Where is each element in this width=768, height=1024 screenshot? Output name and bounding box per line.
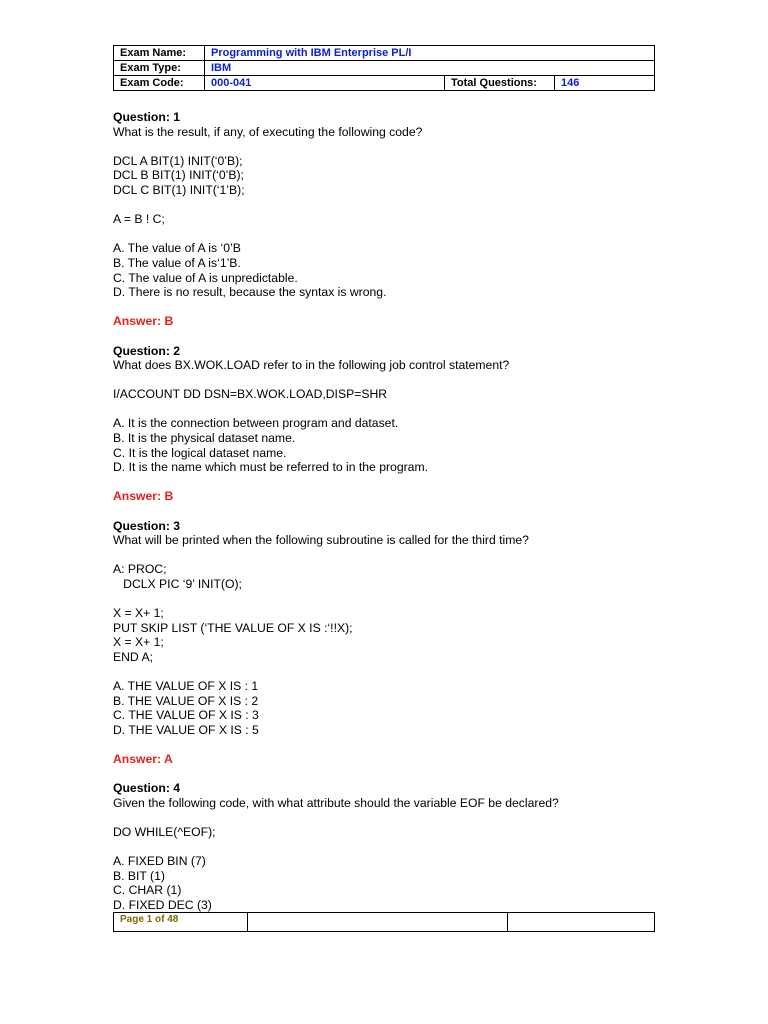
exam-code-value: 000-041	[205, 76, 445, 91]
code-line: DCL A BIT(1) INIT(‘0’B);	[113, 153, 243, 168]
exam-name-label: Exam Name:	[114, 46, 205, 61]
question-title: Question: 2	[113, 343, 181, 358]
answer-option: D. THE VALUE OF X IS : 5	[113, 722, 259, 737]
code-line: DCL C BIT(1) INIT(‘1’B);	[113, 182, 245, 197]
question-title: Question: 1	[113, 110, 181, 124]
answer-option: B. THE VALUE OF X IS : 2	[113, 693, 259, 708]
code-line: PUT SKIP LIST (‘THE VALUE OF X IS :‘!!X);	[113, 620, 353, 635]
footer-cell-right	[508, 913, 655, 932]
code-line: DCLX PIC ‘9’ INIT(O);	[113, 577, 242, 591]
answer-option: C. The value of A is unpredictable.	[113, 270, 298, 285]
answer-option: A. It is the connection between program and dataset.	[113, 416, 399, 431]
total-questions-value: 146	[555, 76, 655, 91]
answer-option: D. It is the name which must be referred to in the program.	[113, 460, 428, 475]
total-questions-label: Total Questions:	[445, 76, 555, 91]
code-line: A = B ! C;	[113, 212, 165, 227]
code-line: X = X+ 1;	[113, 606, 164, 621]
code-line	[113, 592, 673, 607]
exam-type-label: Exam Type:	[114, 61, 205, 76]
code-line: A: PROC;	[113, 562, 167, 577]
answer-option: C. CHAR (1)	[113, 883, 182, 898]
question-block	[113, 110, 673, 344]
exam-code-label: Exam Code:	[114, 76, 205, 91]
footer-cell-middle	[248, 913, 508, 932]
question-prompt: What does BX.WOK.LOAD refer to in the following job control statement?	[113, 358, 510, 373]
question-prompt: What will be printed when the following subroutine is called for the third time?	[113, 533, 529, 548]
answer-option: C. THE VALUE OF X IS : 3	[113, 708, 259, 723]
answer-option: C. It is the logical dataset name.	[113, 445, 287, 460]
questions-content	[113, 110, 673, 913]
page-number: Page 1 of 48	[114, 913, 248, 932]
answer-option: A. THE VALUE OF X IS : 1	[113, 679, 259, 694]
code-line: END A;	[113, 649, 153, 664]
question-block	[113, 781, 673, 912]
question-prompt: Given the following code, with what attribute should the variable EOF be declared?	[113, 795, 559, 810]
code-line: X = X+ 1;	[113, 635, 164, 650]
header-row-exam-type	[114, 61, 655, 76]
correct-answer: Answer: A	[113, 752, 173, 767]
answer-option: B. BIT (1)	[113, 868, 165, 883]
answer-option: D. There is no result, because the syntax is wrong.	[113, 285, 387, 300]
question-block	[113, 344, 673, 519]
page-footer-table	[113, 912, 655, 932]
header-row-exam-code	[114, 76, 655, 91]
code-line: DCL B BIT(1) INIT(‘0’B);	[113, 168, 244, 183]
code-line: DO WHILE(^EOF);	[113, 825, 216, 840]
answer-option: D. FIXED DEC (3)	[113, 898, 212, 913]
exam-name-value: Programming with IBM Enterprise PL/I	[205, 46, 655, 61]
exam-header-table	[113, 45, 655, 91]
question-prompt: What is the result, if any, of executing the following code?	[113, 124, 423, 139]
question-title: Question: 3	[113, 518, 181, 533]
correct-answer: Answer: B	[113, 314, 174, 329]
correct-answer: Answer: B	[113, 489, 174, 504]
answer-option: A. FIXED BIN (7)	[113, 854, 206, 869]
answer-option: A. The value of A is ‘0’B	[113, 241, 241, 256]
code-line: I/ACCOUNT DD DSN=BX.WOK.LOAD,DISP=SHR	[113, 387, 388, 402]
exam-type-value: IBM	[205, 61, 655, 76]
code-line	[113, 198, 673, 213]
header-row-exam-name	[114, 46, 655, 61]
question-block	[113, 519, 673, 782]
answer-option: B. It is the physical dataset name.	[113, 431, 296, 446]
answer-option: B. The value of A is‘1’B.	[113, 255, 241, 270]
question-title: Question: 4	[113, 781, 181, 796]
